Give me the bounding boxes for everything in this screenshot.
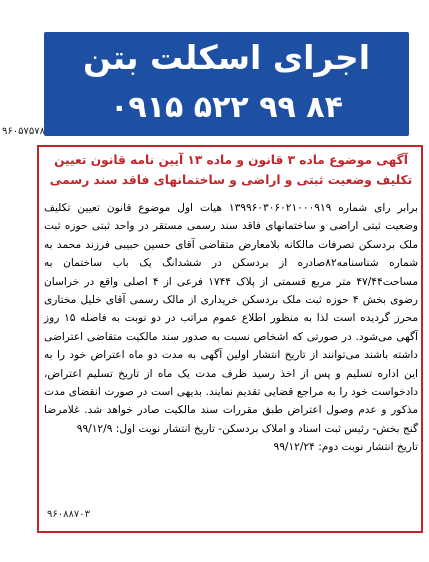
notice-title: آگهی موضوع ماده ۳ قانون و ماده ۱۳ آیین نامه قانون تعیین تکلیف وضعیت ثبتی و اراضی و ساختمانهای فاقد سند رسمی: [49, 153, 413, 187]
ad-title: اجرای اسکلت بتن: [82, 38, 371, 77]
ad-phone-number: ۰۹۱۵ ۵۲۲ ۹۹ ۸۴: [110, 90, 343, 125]
advertisement-box: [44, 20, 424, 138]
notice-paragraph: برابر رای شماره ۱۳۹۹۶۰۳۰۶۰۲۱۰۰۰۹۱۹ هیات اول موضوع قانون تعیین تکلیف وضعیت ثبتی اراضی و ساختمانهای فاقد سند رسمی مستقر در واحد ثبتی حوزه ثبت ملک بردسکن تصرفات مالکانه بلامعارض متقاضی آقای حسین حبیبی فرزند محمد به شماره شناسنامه۸۲صادره از بردسکن در ششدانگ یک باب ساختمان به مساحت۴۷/۴۴ متر مربع قسمتی از پلاک ۱۷۴۴ فرعی از ۴ اصلی واقع در خراسان رضوی بخش ۴ حوزه ثبت ملک بردسکن خریداری از مالک رسمی آقای خلیل مختاری محرز گردیده است لذا به منظور اطلاع عموم مراتب در دو نوبت به فاصله ۱۵ روز آگهی می‌شود. در صورتی که اشخاص نسبت به صدور سند مالکیت متقاضی اعتراضی داشته باشند می‌توانند از تاریخ انتشار اولین آگهی به مدت دو ماه اعتراض خود را به این اداره تسلیم و پس از اخذ رسید ظرف مدت یک ماه از تاریخ تسلیم اعتراض، دادخواست خود را به مراجع قضایی تقدیم نمایند. بدیهی است در صورت انقضای مدت مذکور و عدم وصول اعتراض طبق مقررات سند مالکیت صادر خواهد شد. غلامرضا گنج بخش- رئیس ثبت اسناد و املاک بردسکن- تاریخ انتشار نوبت اول: ۹۹/۱۲/۹: [44, 202, 419, 435]
notice-body: [44, 199, 418, 457]
ad-banner: [44, 32, 409, 136]
ad-reference-code: ۹۶۰۵۷۵۷۸: [2, 126, 45, 137]
notice-second-publication-date: تاریخ انتشار نوبت دوم: ۹۹/۱۲/۲۴: [273, 441, 418, 454]
notice-reference-code: ۹۶۰۸۸۷۰۳: [47, 509, 90, 520]
